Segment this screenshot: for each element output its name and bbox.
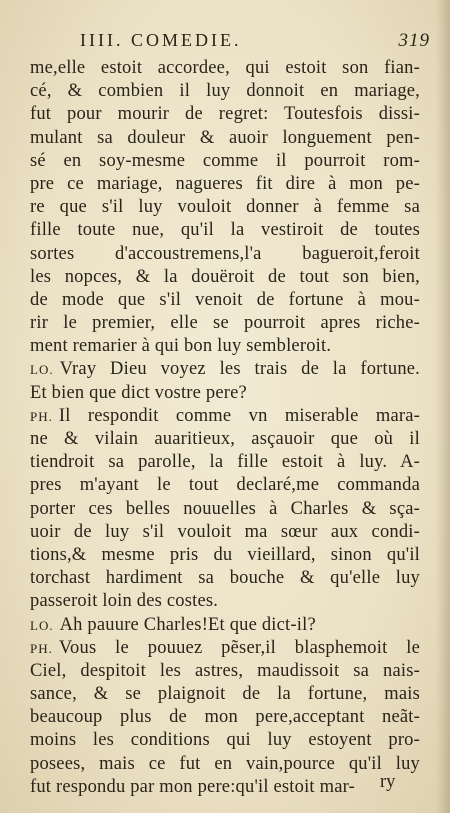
text-line	[30, 498, 420, 521]
catchword: ry	[380, 772, 396, 792]
line-text: beaucoup plus de mon pere,acceptant neãt-	[30, 707, 420, 728]
text-line	[30, 753, 420, 776]
line-text: Et bien que dict vostre pere?	[30, 382, 247, 403]
text-line	[30, 521, 420, 544]
line-text: Ciel, despitoit les astres, maudissoit sa nais-	[30, 660, 420, 681]
line-text: de mode que s'il venoit de fortune à mou-	[30, 289, 420, 310]
line-text: passeroit loin des costes.	[30, 591, 219, 612]
running-title: IIII. COMEDIE.	[80, 30, 242, 50]
text-line	[30, 289, 420, 312]
text-line	[30, 382, 420, 405]
text-line	[30, 637, 420, 660]
text-line	[30, 614, 420, 637]
running-head	[80, 30, 430, 54]
text-line	[30, 590, 420, 613]
text-line	[30, 706, 420, 729]
page-edge-shadow	[436, 0, 450, 813]
line-text: uoir de luy s'il vouloit ma sœur aux condi-	[30, 521, 420, 542]
text-line	[30, 57, 420, 80]
text-line	[30, 567, 420, 590]
line-text: cé, & combien il luy donnoit en mariage,	[30, 81, 420, 102]
text-line	[30, 243, 420, 266]
text-line	[30, 173, 420, 196]
text-line	[30, 474, 420, 497]
line-text: ment remarier à qui bon luy sembleroit.	[30, 336, 332, 357]
speaker-label: PH.	[30, 640, 53, 656]
page-number: 319	[398, 30, 430, 51]
line-text: me,elle estoit accordee, qui estoit son fian-	[30, 58, 420, 78]
text-line	[30, 451, 420, 474]
text-line	[30, 660, 420, 683]
line-text: sance, & se plaignoit de la fortune, mais	[30, 684, 420, 705]
line-text: Vous le pouuez pẽser,il blasphemoit le	[58, 637, 420, 658]
line-text: tions,& mesme pris du vieillard, sinon qu'il	[30, 544, 420, 565]
line-text: porter ces belles nouuelles à Charles & sça-	[30, 498, 420, 519]
line-text: pre ce mariage, nagueres fit dire à mon pe-	[30, 173, 420, 194]
line-text: moins les conditions qui luy estoyent pro-	[30, 730, 420, 751]
text-line	[30, 729, 420, 752]
body-text	[30, 57, 420, 799]
line-text: rir le premier, elle se pourroit apres riche-	[30, 313, 420, 334]
line-text: mulant sa douleur & auoir longuement pen-	[30, 127, 420, 148]
text-line	[30, 776, 420, 799]
text-line	[30, 358, 420, 381]
line-text: Il respondit comme vn miserable mara-	[58, 405, 420, 426]
line-text: ne & vilain auaritieux, asçauoir que où il	[30, 429, 420, 449]
line-text: torchast hardiment sa bouche & qu'elle luy	[30, 568, 420, 589]
line-text: fut respondu par mon pere:qu'il estoit mar-	[30, 776, 355, 797]
line-text: les nopces, & la douëroit de tout son bien,	[30, 266, 420, 287]
line-text: tiendroit sa parolle, la fille estoit à luy. A-	[30, 452, 420, 473]
text-line	[30, 103, 420, 126]
line-text: re que s'il luy vouloit donner à femme sa	[30, 197, 420, 218]
line-text: fille toute nue, qu'il la vestiroit de toutes	[30, 220, 420, 241]
speaker-label: LO.	[30, 617, 54, 633]
text-line	[30, 683, 420, 706]
line-text: pres m'ayant le tout declaré,me commanda	[30, 475, 420, 496]
text-line	[30, 196, 420, 219]
line-text: fut pour mourir de regret: Toutesfois dissi-	[30, 104, 420, 125]
text-line	[30, 335, 420, 358]
line-text: Vray Dieu voyez les trais de la fortune.	[59, 359, 420, 380]
text-line	[30, 127, 420, 150]
text-line	[30, 150, 420, 173]
line-text: posees, mais ce fut en vain,pource qu'il luy	[30, 753, 420, 774]
text-line	[30, 80, 420, 103]
line-text: sé en soy-mesme comme il pourroit rom-	[30, 150, 420, 171]
text-line	[30, 405, 420, 428]
text-line	[30, 544, 420, 567]
text-line	[30, 312, 420, 335]
text-line	[30, 219, 420, 242]
text-line	[30, 266, 420, 289]
speaker-label: PH.	[30, 408, 53, 424]
line-text: sortes d'accoustremens,l'a bagueroit,feroit	[30, 243, 420, 264]
speaker-label: LO.	[30, 362, 54, 378]
text-line	[30, 428, 420, 451]
line-text: Ah pauure Charles!Et que dict-il?	[59, 614, 316, 635]
